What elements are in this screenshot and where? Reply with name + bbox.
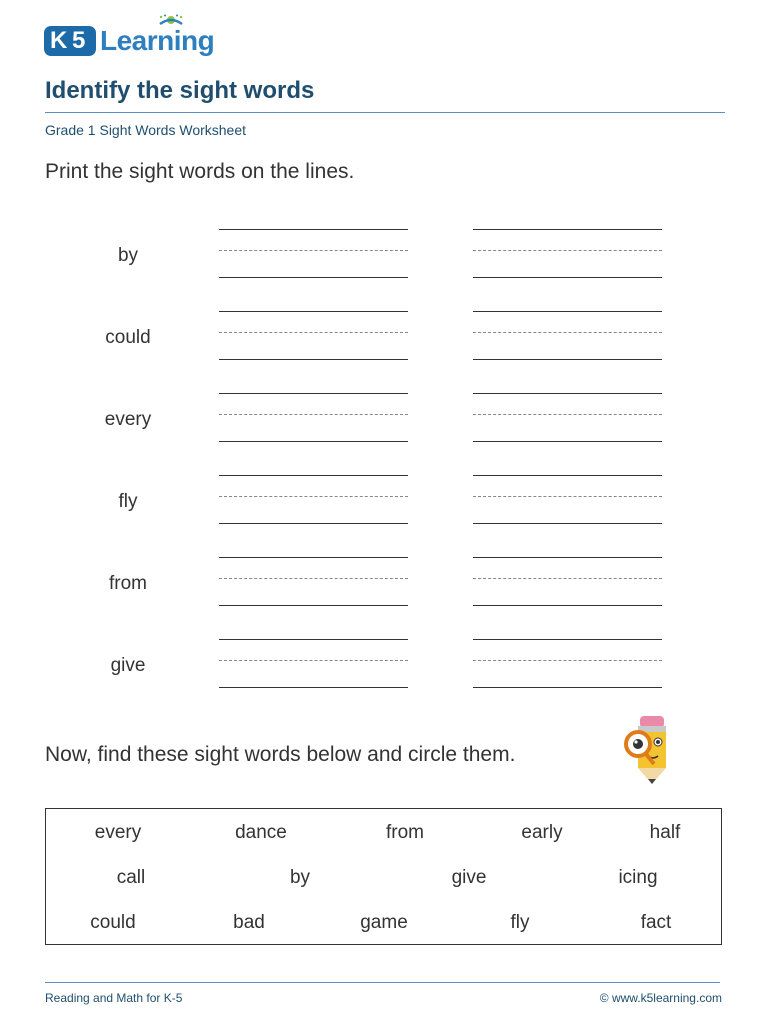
writing-line-mid [219,414,408,415]
word-bank-item[interactable]: by [289,867,311,888]
writing-line-top[interactable] [473,557,662,558]
writing-line-base[interactable] [473,441,662,442]
writing-line-mid [473,250,662,251]
find-instruction: Now, find these sight words below and circle them. [45,743,516,766]
word-bank-item[interactable]: every [94,822,142,843]
writing-line-base[interactable] [219,441,408,442]
writing-line-top[interactable] [219,229,408,230]
word-bank-item[interactable]: half [649,822,681,843]
writing-line-mid [473,332,662,333]
writing-line-mid [473,414,662,415]
writing-line-base[interactable] [473,687,662,688]
title-divider [45,112,725,113]
word-bank-item[interactable]: call [116,867,146,888]
word-bank-item[interactable]: give [451,867,487,888]
writing-line-top[interactable] [473,229,662,230]
writing-line-base[interactable] [219,523,408,524]
trace-word: fly [118,491,138,512]
word-bank-item[interactable]: game [360,912,408,933]
word-search-box [45,808,722,945]
writing-line-mid [219,496,408,497]
writing-line-top[interactable] [473,475,662,476]
logo-badge [44,26,96,56]
word-bank-item[interactable]: early [521,822,563,843]
writing-line-top[interactable] [219,311,408,312]
writing-line-top[interactable] [473,393,662,394]
logo-figure-icon [156,14,186,32]
writing-line-base[interactable] [473,605,662,606]
trace-word: every [104,409,152,430]
word-bank-item[interactable]: icing [618,867,658,888]
print-instruction: Print the sight words on the lines. [45,160,355,183]
writing-line-top[interactable] [219,557,408,558]
trace-word: give [110,655,146,676]
writing-line-top[interactable] [219,639,408,640]
writing-line-mid [219,250,408,251]
worksheet-subtitle: Grade 1 Sight Words Worksheet [45,122,247,138]
writing-line-mid [219,332,408,333]
page-title: Identify the sight words [45,77,315,104]
footer-divider [45,982,720,983]
writing-line-mid [219,578,408,579]
writing-line-base[interactable] [219,605,408,606]
word-bank-item[interactable]: fact [640,912,672,933]
word-bank-item[interactable]: fly [510,912,530,933]
pencil-mascot-icon [620,712,676,790]
trace-word: by [117,245,139,266]
writing-line-top[interactable] [473,639,662,640]
footer-tagline: Reading and Math for K-5 [45,991,183,1005]
word-bank-item[interactable]: could [90,912,136,933]
trace-word: from [109,573,147,594]
writing-line-base[interactable] [219,277,408,278]
logo-five: 5 [72,27,86,54]
writing-line-base[interactable] [219,359,408,360]
writing-line-mid [473,578,662,579]
writing-line-top[interactable] [219,393,408,394]
writing-line-base[interactable] [473,277,662,278]
word-bank-item[interactable]: from [386,822,424,843]
logo-k: K [50,27,68,54]
writing-line-mid [219,660,408,661]
k5-learning-logo [44,14,219,62]
writing-line-mid [473,496,662,497]
footer-website-link[interactable]: © www.k5learning.com [599,991,722,1005]
writing-line-base[interactable] [473,523,662,524]
word-bank-item[interactable]: dance [235,822,287,843]
writing-line-base[interactable] [219,687,408,688]
writing-line-mid [473,660,662,661]
writing-line-top[interactable] [219,475,408,476]
writing-line-top[interactable] [473,311,662,312]
logo-wordmark: Learning [100,25,215,56]
writing-line-base[interactable] [473,359,662,360]
trace-word: could [105,327,151,348]
word-bank-item[interactable]: bad [233,912,265,933]
